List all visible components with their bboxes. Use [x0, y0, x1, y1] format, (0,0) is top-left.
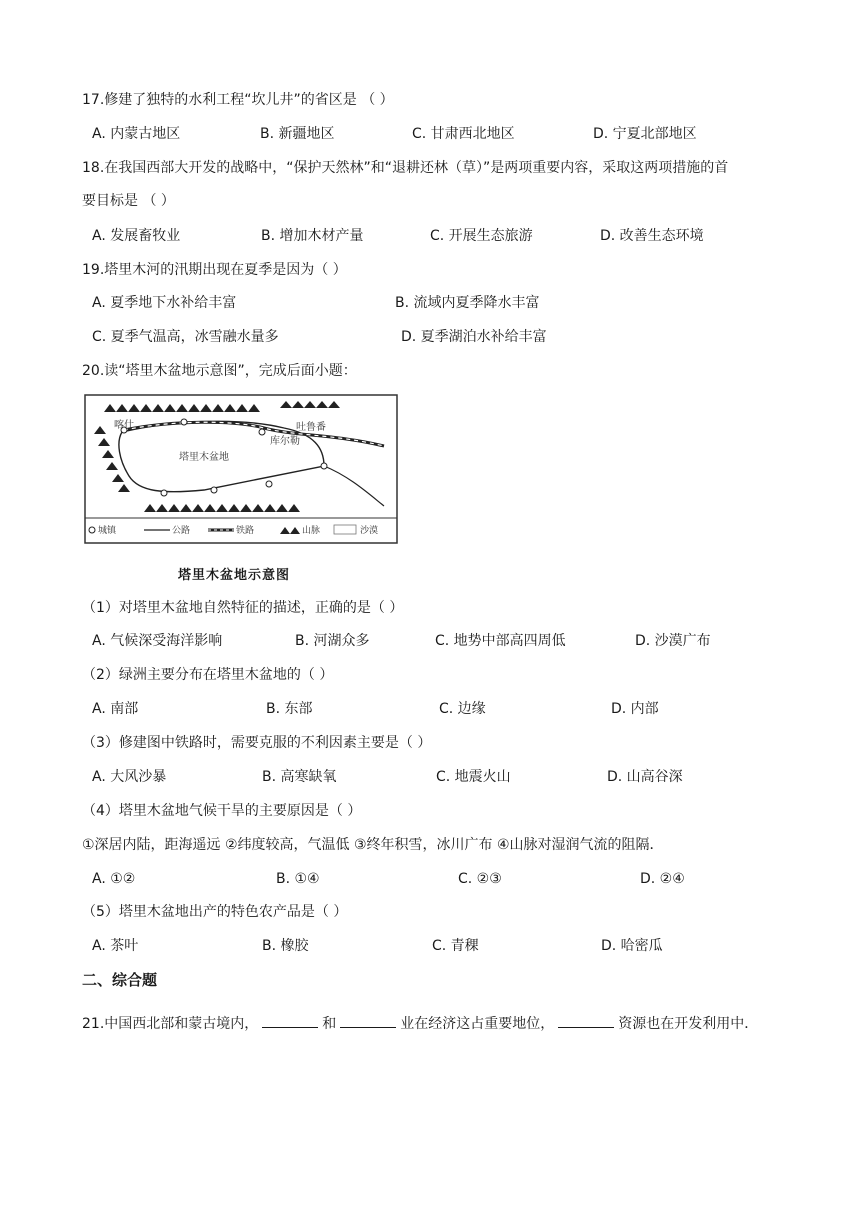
- map-caption: 塔里木盆地示意图: [178, 568, 291, 583]
- q20-sub1-stem: （1）对塔里木盆地自然特征的描述，正确的是（ ）: [82, 600, 404, 616]
- q21-blank-3[interactable]: [558, 1013, 614, 1028]
- q21-part4: 资源也在开发利用中．: [618, 1016, 759, 1032]
- legend-desert: 沙漠: [360, 526, 379, 536]
- q20-sub4-option-a: A. ①②: [92, 871, 136, 887]
- map-label-basin: 塔里木盆地: [179, 452, 229, 463]
- q19-option-c: C. 夏季气温高，冰雪融水量多: [92, 329, 279, 345]
- q18-option-b: B. 增加木材产量: [261, 228, 364, 244]
- q20-sub5-option-b: B. 橡胶: [262, 938, 309, 954]
- q20-sub4-option-c: C. ②③: [458, 871, 502, 887]
- q20-sub4-stem: （4）塔里木盆地气候干旱的主要原因是（ ）: [82, 803, 362, 819]
- q20-sub2-option-d: D. 内部: [611, 701, 659, 717]
- map-label-kashi: 喀什: [114, 420, 134, 431]
- q20-sub2-option-a: A. 南部: [92, 701, 139, 717]
- q20-sub1-option-d: D. 沙漠广布: [635, 633, 711, 649]
- q20-sub2-option-c: C. 边缘: [439, 701, 486, 717]
- q17-option-a: A. 内蒙古地区: [92, 126, 181, 142]
- q17-stem: 17.修建了独特的水利工程“坎儿井”的省区是 （ ）: [82, 92, 394, 108]
- tarim-basin-map: [84, 394, 400, 546]
- legend-railway: 铁路: [236, 526, 255, 536]
- q18-option-a: A. 发展畜牧业: [92, 228, 181, 244]
- section-heading: 二、综合题: [82, 971, 158, 989]
- q20-sub1-option-b: B. 河湖众多: [295, 633, 370, 649]
- legend-road: 公路: [172, 526, 191, 536]
- q20-sub5-option-a: A. 茶叶: [92, 938, 139, 954]
- q20-sub5-option-d: D. 哈密瓜: [601, 938, 663, 954]
- q21-part3: 业在经济这占重要地位，: [400, 1016, 555, 1032]
- q20-sub3-option-d: D. 山高谷深: [607, 769, 683, 785]
- q20-sub3-stem: （3）修建图中铁路时，需要克服的不利因素主要是（ ）: [82, 735, 432, 751]
- q21-part2: 和: [322, 1016, 337, 1032]
- q19-stem: 19.塔里木河的汛期出现在夏季是因为（ ）: [82, 262, 347, 278]
- map-label-korla: 库尔勒: [270, 436, 300, 447]
- q18-option-d: D. 改善生态环境: [600, 228, 704, 244]
- q20-sub1-option-a: A. 气候深受海洋影响: [92, 633, 223, 649]
- q21-part1: 21.中国西北部和蒙古境内，: [82, 1016, 259, 1032]
- q20-sub5-option-c: C. 青稞: [432, 938, 479, 954]
- q17-option-b: B. 新疆地区: [260, 126, 335, 142]
- q19-option-d: D. 夏季湖泊水补给丰富: [401, 329, 547, 345]
- map-label-turpan: 吐鲁番: [296, 422, 326, 433]
- legend-town: 城镇: [98, 526, 117, 536]
- q17-option-c: C. 甘肃西北地区: [412, 126, 515, 142]
- q20-sub3-option-c: C. 地震火山: [436, 769, 511, 785]
- q19-option-a: A. 夏季地下水补给丰富: [92, 295, 237, 311]
- q20-sub4-statements: ①深居内陆，距海遥远 ②纬度较高，气温低 ③终年积雪，冰川广布 ④山脉对湿润气流的阻隔．: [82, 837, 664, 853]
- q19-option-b: B. 流域内夏季降水丰富: [395, 295, 540, 311]
- q18-stem-line2: 要目标是 （ ）: [82, 193, 175, 209]
- q20-sub5-stem: （5）塔里木盆地出产的特色农产品是（ ）: [82, 904, 348, 920]
- q20-sub3-option-a: A. 大风沙暴: [92, 769, 167, 785]
- q20-sub2-option-b: B. 东部: [266, 701, 313, 717]
- q18-stem-line1: 18.在我国西部大开发的战略中，“保护天然林”和“退耕还林（草）”是两项重要内容，采取这两项措施的首: [82, 160, 729, 176]
- q18-option-c: C. 开展生态旅游: [430, 228, 533, 244]
- q20-sub2-stem: （2）绿洲主要分布在塔里木盆地的（ ）: [82, 667, 334, 683]
- q20-sub3-option-b: B. 高寒缺氧: [262, 769, 337, 785]
- q20-sub1-option-c: C. 地势中部高四周低: [435, 633, 566, 649]
- q20-sub4-option-b: B. ①④: [276, 871, 320, 887]
- q21-blank-1[interactable]: [262, 1013, 318, 1028]
- legend-mountain: 山脉: [302, 526, 321, 536]
- q17-option-d: D. 宁夏北部地区: [593, 126, 697, 142]
- q20-sub4-option-d: D. ②④: [640, 871, 685, 887]
- q20-stem: 20.读“塔里木盆地示意图”，完成后面小题：: [82, 363, 357, 379]
- q21-stem: [82, 1013, 758, 1034]
- q21-blank-2[interactable]: [340, 1013, 396, 1028]
